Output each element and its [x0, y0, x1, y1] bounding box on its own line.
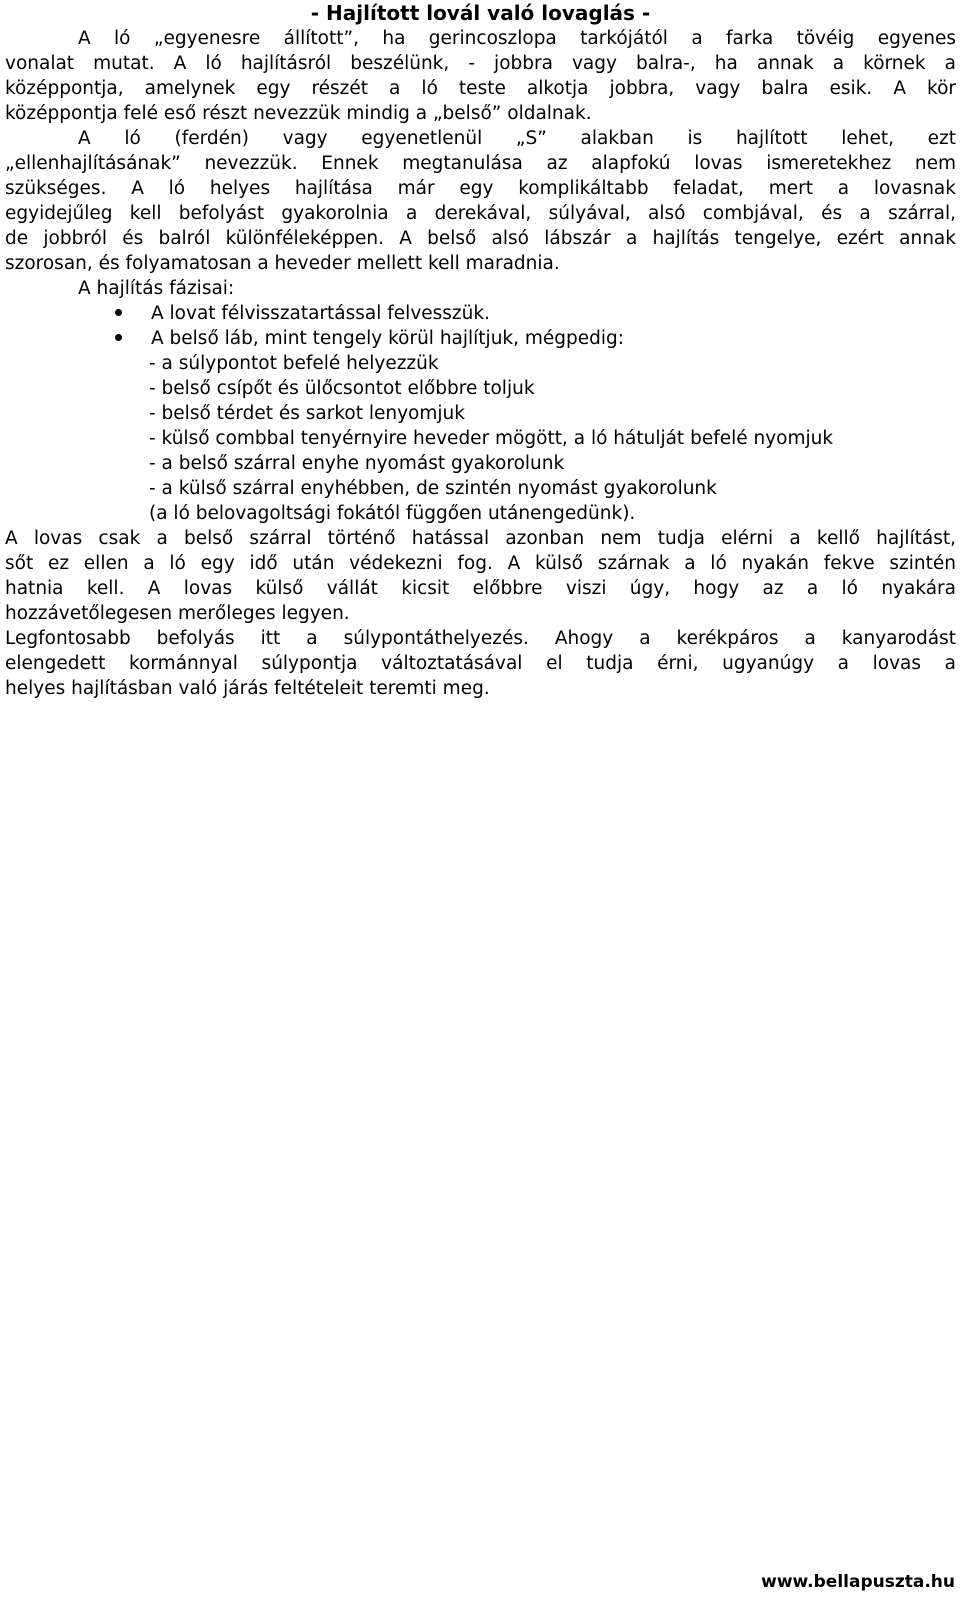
footer-website: www.bellapuszta.hu: [761, 1572, 955, 1592]
bullet-dot-icon: [115, 334, 122, 341]
paragraph2-line: szükséges. A ló helyes hajlítása már egy komplikáltabb feladat, mert a lovasnak: [5, 178, 956, 199]
paragraph4-line: Legfontosabb befolyás itt a súlypontáthelyezés. Ahogy a kerékpáros a kanyarodást: [5, 628, 956, 649]
sub-item: - belső csípőt és ülőcsontot előbbre toljuk: [149, 378, 535, 399]
paragraph1-line: középpontja felé eső részt nevezzük mindig a „belső” oldalnak.: [5, 103, 592, 124]
paragraph3-line: sőt ez ellen a ló egy idő után védekezni fog. A külső szárnak a ló nyakán fekve szintén: [5, 553, 956, 574]
paragraph3-line: hatnia kell. A lovas külső vállát kicsit előbbre viszi úgy, hogy az a ló nyakára: [5, 578, 956, 599]
paragraph2-line: de jobbról és balról különféleképpen. A belső alsó lábszár a hajlítás tengelye, ezért annak: [5, 228, 956, 249]
paragraph3-line: hozzávetőlegesen merőleges legyen.: [5, 603, 350, 624]
paragraph4-line: helyes hajlításban való járás feltételeit teremti meg.: [5, 678, 490, 699]
paragraph1-line: középpontja, amelynek egy részét a ló teste alkotja jobbra, vagy balra esik. A kör: [5, 78, 956, 99]
bullet-text: A lovat félvisszatartással felvesszük.: [151, 303, 490, 324]
document-title: - Hajlított lovál való lovaglás -: [310, 1, 651, 25]
sub-item: - a súlypontot befelé helyezzük: [149, 353, 439, 374]
paragraph4-line: elengedett kormánnyal súlypontja változtatásával el tudja érni, ugyanúgy a lovas a: [5, 653, 956, 674]
bullet-text: A belső láb, mint tengely körül hajlítjuk, mégpedig:: [151, 328, 625, 349]
paragraph1-line: A ló „egyenesre állított”, ha gerincoszlopa tarkójától a farka tövéig egyenes: [78, 28, 956, 49]
bullet-item: [115, 326, 624, 351]
sub-item: - külső combbal tenyérnyire heveder mögött, a ló hátulját befelé nyomjuk: [149, 428, 834, 449]
paragraph2-line: „ellenhajlításának” nevezzük. Ennek megtanulása az alapfokú lovas ismeretekhez nem: [5, 153, 956, 174]
bullet-item: [115, 301, 490, 326]
paragraph3-line: A lovas csak a belső szárral történő hatással azonban nem tudja elérni a kellő hajlítást,: [5, 528, 956, 549]
paragraph2-line: egyidejűleg kell befolyást gyakorolnia a derekával, súlyával, alsó combjával, és a szárral,: [5, 203, 956, 224]
bullet-dot-icon: [115, 309, 122, 316]
paragraph2-line: szorosan, és folyamatosan a heveder mellett kell maradnia.: [5, 253, 560, 274]
sub-item: - a külső szárral enyhébben, de szintén nyomást gyakorolunk: [149, 478, 717, 499]
sub-item: - a belső szárral enyhe nyomást gyakorolunk: [149, 453, 565, 474]
sub-item: (a ló belovagoltsági fokától függően utánengedünk).: [149, 503, 636, 524]
paragraph1-line: vonalat mutat. A ló hajlításról beszélünk, - jobbra vagy balra-, ha annak a körnek a: [5, 53, 956, 74]
paragraph2-line: A ló (ferdén) vagy egyenetlenül „S” alakban is hajlított lehet, ezt: [78, 128, 956, 149]
sub-item: - belső térdet és sarkot lenyomjuk: [149, 403, 465, 424]
phases-heading: A hajlítás fázisai:: [78, 278, 235, 299]
